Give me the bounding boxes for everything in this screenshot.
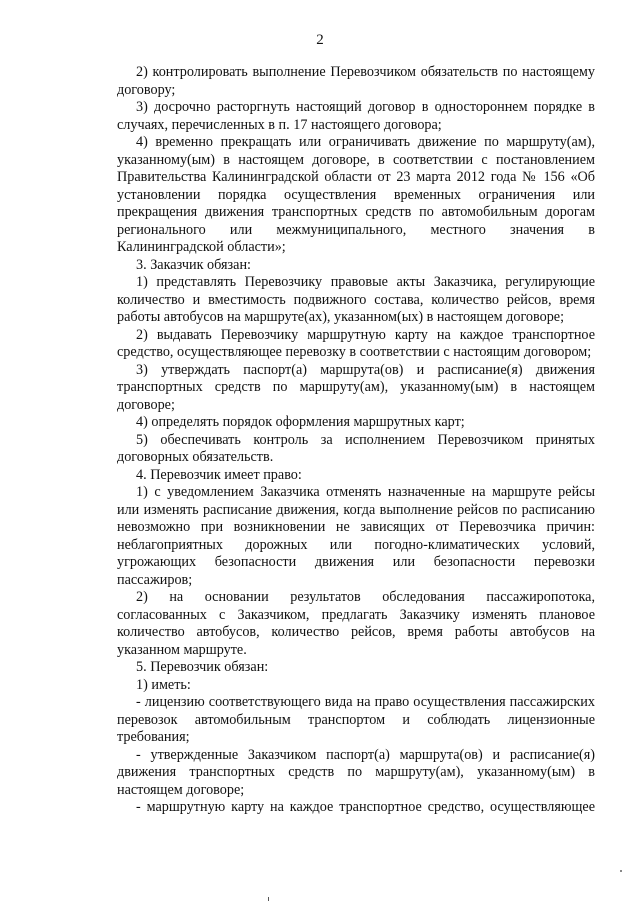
paragraph-approve-passport: 3) утверждать паспорт(а) маршрута(ов) и расписание(я) движения транспортных средств по маршруту(ам), указанному(ым) в настоящем договоре;: [117, 361, 595, 413]
document-body: [117, 64, 595, 817]
scan-artifact: [620, 870, 622, 872]
paragraph-route-card-issue: 2) выдавать Перевозчику маршрутную карту на каждое транспортное средство, осуществляющее перевозку в соответствии с настоящим договором;: [117, 326, 595, 360]
section-heading-carrier-obliged: 5. Перевозчик обязан:: [136, 659, 269, 675]
section-heading-customer-obliged: 3. Заказчик обязан:: [136, 256, 251, 273]
list-item-approved-passport: - утвержденные Заказчиком паспорт(а) маршрута(ов) и расписание(я) движения транспортных средств по маршруту(ам), указанному(ым) в настоящем договоре;: [117, 746, 595, 798]
list-item-license: - лицензию соответствующего вида на право осуществления пассажирских перевозок автомобильным транспортом и соблюдать лицензионные требования;: [117, 694, 595, 745]
paragraph-must-have: 1) иметь:: [136, 676, 191, 693]
paragraph-control-obligations: 2) контролировать выполнение Перевозчиком обязательств по настоящему договору;: [117, 64, 595, 98]
paragraph-early-termination: 3) досрочно расторгнуть настоящий договор в одностороннем порядке в случаях, перечисленных в п. 17 настоящего договора;: [117, 99, 595, 133]
section-heading-carrier-rights: 4. Перевозчик имеет право:: [136, 466, 302, 483]
paragraph-propose-changes: 2) на основании результатов обследования пассажиропотока, согласованных с Заказчиком, предлагать Заказчику изменять плановое количество автобусов, количество рейсов, время работы автобусов на указанном маршруте.: [117, 589, 595, 658]
paragraph-legal-acts: 1) представлять Перевозчику правовые акты Заказчика, регулирующие количество и вместимость подвижного состава, количество рейсов, время работы автобусов на маршруте(ах), указанном(ых) в настоящем договоре;: [117, 274, 595, 325]
paragraph-route-card-procedure: 4) определять порядок оформления маршрутных карт;: [136, 414, 465, 430]
scan-artifact: [268, 897, 269, 901]
paragraph-cancel-trips: 1) с уведомлением Заказчика отменять назначенные на маршруте рейсы или изменять расписание движения, когда выполнение рейсов по расписанию невозможно при возникновении не зависящих от Перевозчика причин: неблагоприятных дорожных или погодно-климатических условий, угрожающих безопасности движения или безопасности перевозки пассажиров;: [117, 484, 595, 588]
list-item-route-card: - маршрутную карту на каждое транспортное средство, осуществляющее: [136, 799, 595, 815]
paragraph-control-execution: 5) обеспечивать контроль за исполнением Перевозчиком принятых договорных обязательств.: [117, 431, 595, 465]
paragraph-traffic-restriction: 4) временно прекращать или ограничивать движение по маршруту(ам), указанному(ым) в настоящем договоре, в соответствии с постановлением Правительства Калининградской области от 23 марта 2012 года № 156 «Об установлении порядка осуществления временных ограничения или прекращения движения транспортных средств по автомобильным дорогам регионального или межмуниципального, местного значения в Калининградской области»;: [117, 134, 595, 255]
page-number: 2: [316, 32, 324, 48]
